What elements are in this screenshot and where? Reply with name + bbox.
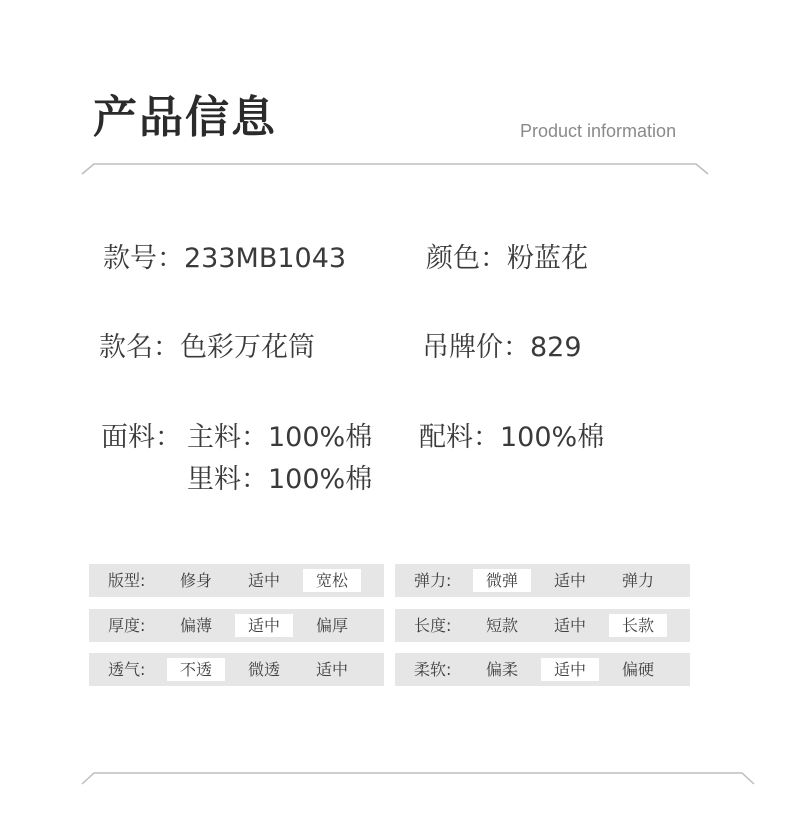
attr-option-selected: 宽松 xyxy=(303,569,361,592)
style-name: 款名：色彩万花筒 xyxy=(99,332,315,363)
lining-fabric: 里料：100%棉 xyxy=(187,464,373,495)
accessory-fabric: 配料：100%棉 xyxy=(419,422,605,453)
attr-option-selected: 不透 xyxy=(167,658,225,681)
attr-row-length xyxy=(395,609,690,642)
attr-option: 微透 xyxy=(247,660,280,679)
attr-label: 长度: xyxy=(414,616,452,635)
attr-option: 适中 xyxy=(315,660,348,679)
attr-option: 偏薄 xyxy=(179,616,212,635)
main-fabric: 主料：100%棉 xyxy=(187,422,373,453)
attr-option: 修身 xyxy=(179,571,212,590)
attr-option-selected: 适中 xyxy=(541,658,599,681)
attr-label: 版型: xyxy=(108,571,146,590)
attr-row-breathability xyxy=(89,653,384,686)
attr-label: 厚度: xyxy=(108,616,146,635)
attr-row-elasticity xyxy=(395,564,690,597)
attr-row-softness xyxy=(395,653,690,686)
attr-option: 偏硬 xyxy=(621,660,654,679)
attr-label: 透气: xyxy=(108,660,146,679)
attr-option-selected: 微弹 xyxy=(473,569,531,592)
footer-divider xyxy=(0,770,790,786)
attr-row-thickness xyxy=(89,609,384,642)
attr-option-selected: 适中 xyxy=(235,614,293,637)
attr-option: 适中 xyxy=(553,571,586,590)
page-title: 产品信息 xyxy=(93,92,277,143)
attr-label: 柔软: xyxy=(414,660,452,679)
tag-price: 吊牌价：829 xyxy=(422,332,582,363)
attr-option: 适中 xyxy=(247,571,280,590)
attr-option: 适中 xyxy=(553,616,586,635)
attr-option: 弹力 xyxy=(621,571,654,590)
style-number: 款号：233MB1043 xyxy=(103,243,347,274)
page-subtitle: Product information xyxy=(520,121,677,141)
header-divider xyxy=(0,160,790,176)
attr-option: 偏柔 xyxy=(485,660,518,679)
attr-row-fit xyxy=(89,564,384,597)
color-value: 颜色：粉蓝花 xyxy=(426,243,588,274)
attr-label: 弹力: xyxy=(414,571,452,590)
fabric-label: 面料： xyxy=(101,422,182,453)
attr-option-selected: 长款 xyxy=(609,614,667,637)
attr-option: 偏厚 xyxy=(315,616,348,635)
attr-option: 短款 xyxy=(485,616,518,635)
